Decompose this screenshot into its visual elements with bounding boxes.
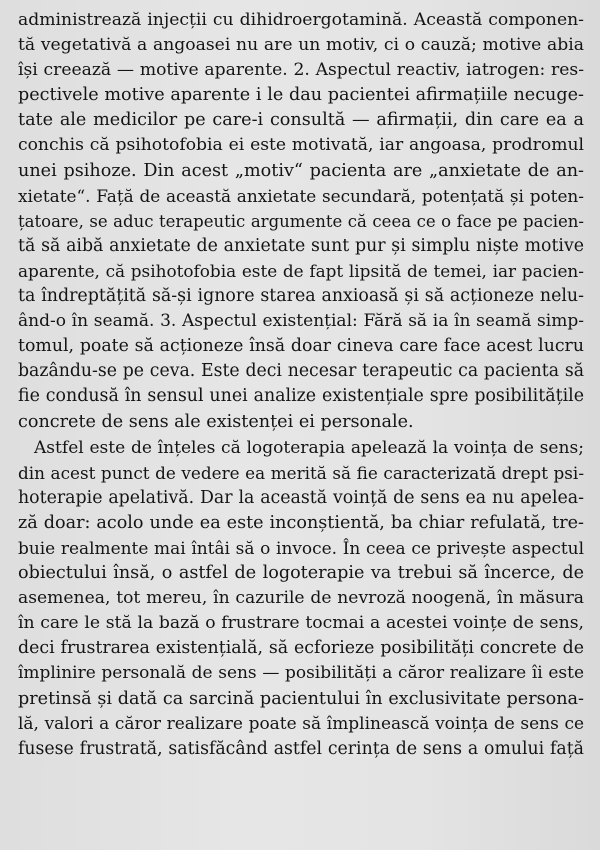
text-line: fusese frustrată, satisfăcând astfel cerința de sens a omului față <box>18 738 584 759</box>
text-line: hoterapie apelativă. Dar la această voință de sens ea nu apelea- <box>18 487 584 508</box>
paragraph-2 <box>18 436 584 762</box>
text-line: tă să aibă anxietate de anxietate sunt pur și simplu niște motive <box>18 235 584 256</box>
text-line: asemenea, tot mereu, în cazurile de nevroză noogenă, în măsura <box>18 588 584 609</box>
text-line: tă vegetativă a angoasei nu are un motiv, ci o cauză; motive abia <box>18 35 584 56</box>
text-line: bazându-se pe ceva. Este deci necesar terapeutic ca pacienta să <box>18 361 584 382</box>
text-line: fie condusă în sensul unei analize existențiale spre posibilitățile <box>18 386 584 407</box>
text-line: tate ale medicilor pe care-i consultă — afirmații, din care ea a <box>18 110 584 131</box>
text-line: din acest punct de vedere ea merită să fie caracterizată drept psi- <box>18 462 584 483</box>
text-line: obiectului însă, o astfel de logoterapie va trebui să încerce, de <box>18 563 584 584</box>
text-line: Astfel este de înțeles că logoterapia apelează la voința de sens; <box>34 437 584 458</box>
text-line: țatoare, se aduc terapeutic argumente că ceea ce o face pe pacien- <box>18 211 584 231</box>
text-line: pretinsă și dată ca sarcină pacientului în exclusivitate persona- <box>18 688 584 709</box>
text-line: aparente, că psihotofobia este de fapt lipsită de temei, iar pacien- <box>18 260 584 281</box>
text-line: concrete de sens ale existenței ei personale. <box>18 411 414 432</box>
text-line: ta îndreptățită să-și ignore starea anxioasă și să acționeze nelu- <box>18 286 584 307</box>
text-line: tomul, poate să acționeze însă doar cineva care face acest lucru <box>18 336 584 357</box>
text-line: administrează injecții cu dihidroergotamină. Această componen- <box>18 10 584 30</box>
text-line: împlinire personală de sens — posibilități a căror realizare îi este <box>18 663 584 684</box>
text-line: conchis că psihotofobia ei este motivată, iar angoasa, prodromul <box>18 135 584 156</box>
text-line: își creează — motive aparente. 2. Aspectul reactiv, iatrogen: res- <box>18 60 584 81</box>
text-line: lă, valori a căror realizare poate să împlinească voința de sens ce <box>18 713 584 734</box>
text-line: ză doar: acolo unde ea este inconștientă, ba chiar refulată, tre- <box>18 512 584 533</box>
text-line: xietate“. Față de această anxietate secundară, potențată și poten- <box>18 185 584 206</box>
text-line: buie realmente mai întâi să o invoce. În ceea ce privește aspectul <box>18 537 584 558</box>
paragraph-1 <box>18 8 584 435</box>
page-text <box>18 8 584 762</box>
text-line: ând-o în seamă. 3. Aspectul existențial: Fără să ia în seamă simp- <box>18 311 584 332</box>
text-line: în care le stă la bază o frustrare tocmai a acestei voințe de sens, <box>18 613 584 634</box>
text-line: deci frustrarea existențială, să ecforieze posibilități concrete de <box>18 638 584 659</box>
text-line: pectivele motive aparente i le dau pacientei afirmațiile necuge- <box>18 85 584 106</box>
text-line: unei psihoze. Din acest „motiv“ pacienta are „anxietate de an- <box>18 160 584 181</box>
